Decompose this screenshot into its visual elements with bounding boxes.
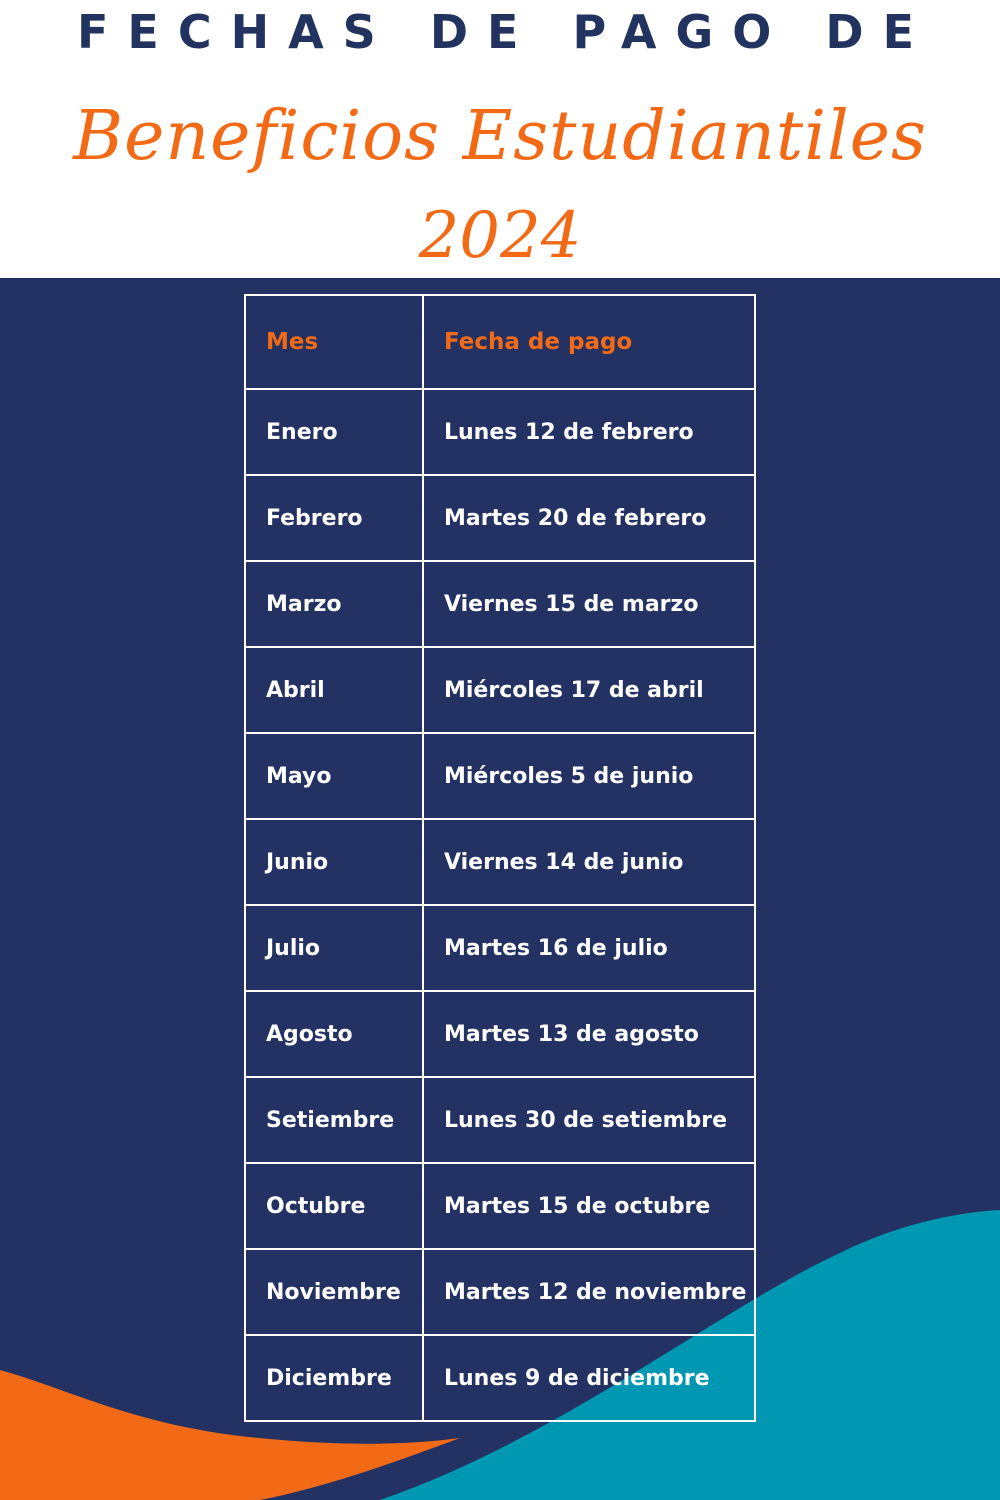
- table-row: [245, 561, 755, 647]
- payment-date-cell: Martes 15 de octubre: [423, 1163, 755, 1249]
- header-script-title: Beneficios Estudiantiles: [73, 97, 927, 176]
- payment-dates-table: [244, 294, 756, 1422]
- table-header-row: [245, 295, 755, 389]
- month-cell: Enero: [245, 389, 423, 475]
- month-cell: Abril: [245, 647, 423, 733]
- table-row: [245, 1335, 755, 1421]
- month-cell: Mayo: [245, 733, 423, 819]
- payment-date-cell: Lunes 12 de febrero: [423, 389, 755, 475]
- month-cell: Marzo: [245, 561, 423, 647]
- payment-date-cell: Martes 13 de agosto: [423, 991, 755, 1077]
- month-cell: Junio: [245, 819, 423, 905]
- month-cell: Julio: [245, 905, 423, 991]
- table-row: [245, 819, 755, 905]
- payment-date-cell: Viernes 15 de marzo: [423, 561, 755, 647]
- payment-date-cell: Martes 20 de febrero: [423, 475, 755, 561]
- schedule-panel: [0, 278, 1000, 1500]
- header-kicker: FECHAS DE PAGO DE: [76, 5, 934, 59]
- month-cell: Setiembre: [245, 1077, 423, 1163]
- month-cell: Diciembre: [245, 1335, 423, 1421]
- table-row: [245, 647, 755, 733]
- payment-date-cell: Lunes 30 de setiembre: [423, 1077, 755, 1163]
- payment-date-cell: Martes 16 de julio: [423, 905, 755, 991]
- payment-date-cell: Miércoles 17 de abril: [423, 647, 755, 733]
- table-row: [245, 475, 755, 561]
- table-row: [245, 1163, 755, 1249]
- month-cell: Febrero: [245, 475, 423, 561]
- column-header-fecha: Fecha de pago: [423, 295, 755, 389]
- payment-date-cell: Viernes 14 de junio: [423, 819, 755, 905]
- column-header-mes: Mes: [245, 295, 423, 389]
- table-row: [245, 1249, 755, 1335]
- payment-date-cell: Miércoles 5 de junio: [423, 733, 755, 819]
- payment-date-cell: Lunes 9 de diciembre: [423, 1335, 755, 1421]
- month-cell: Octubre: [245, 1163, 423, 1249]
- table-row: [245, 733, 755, 819]
- payment-date-cell: Martes 12 de noviembre: [423, 1249, 755, 1335]
- header: [0, 0, 1000, 278]
- table-row: [245, 991, 755, 1077]
- table-row: [245, 905, 755, 991]
- header-year: 2024: [418, 199, 582, 273]
- month-cell: Agosto: [245, 991, 423, 1077]
- month-cell: Noviembre: [245, 1249, 423, 1335]
- table-row: [245, 389, 755, 475]
- table-row: [245, 1077, 755, 1163]
